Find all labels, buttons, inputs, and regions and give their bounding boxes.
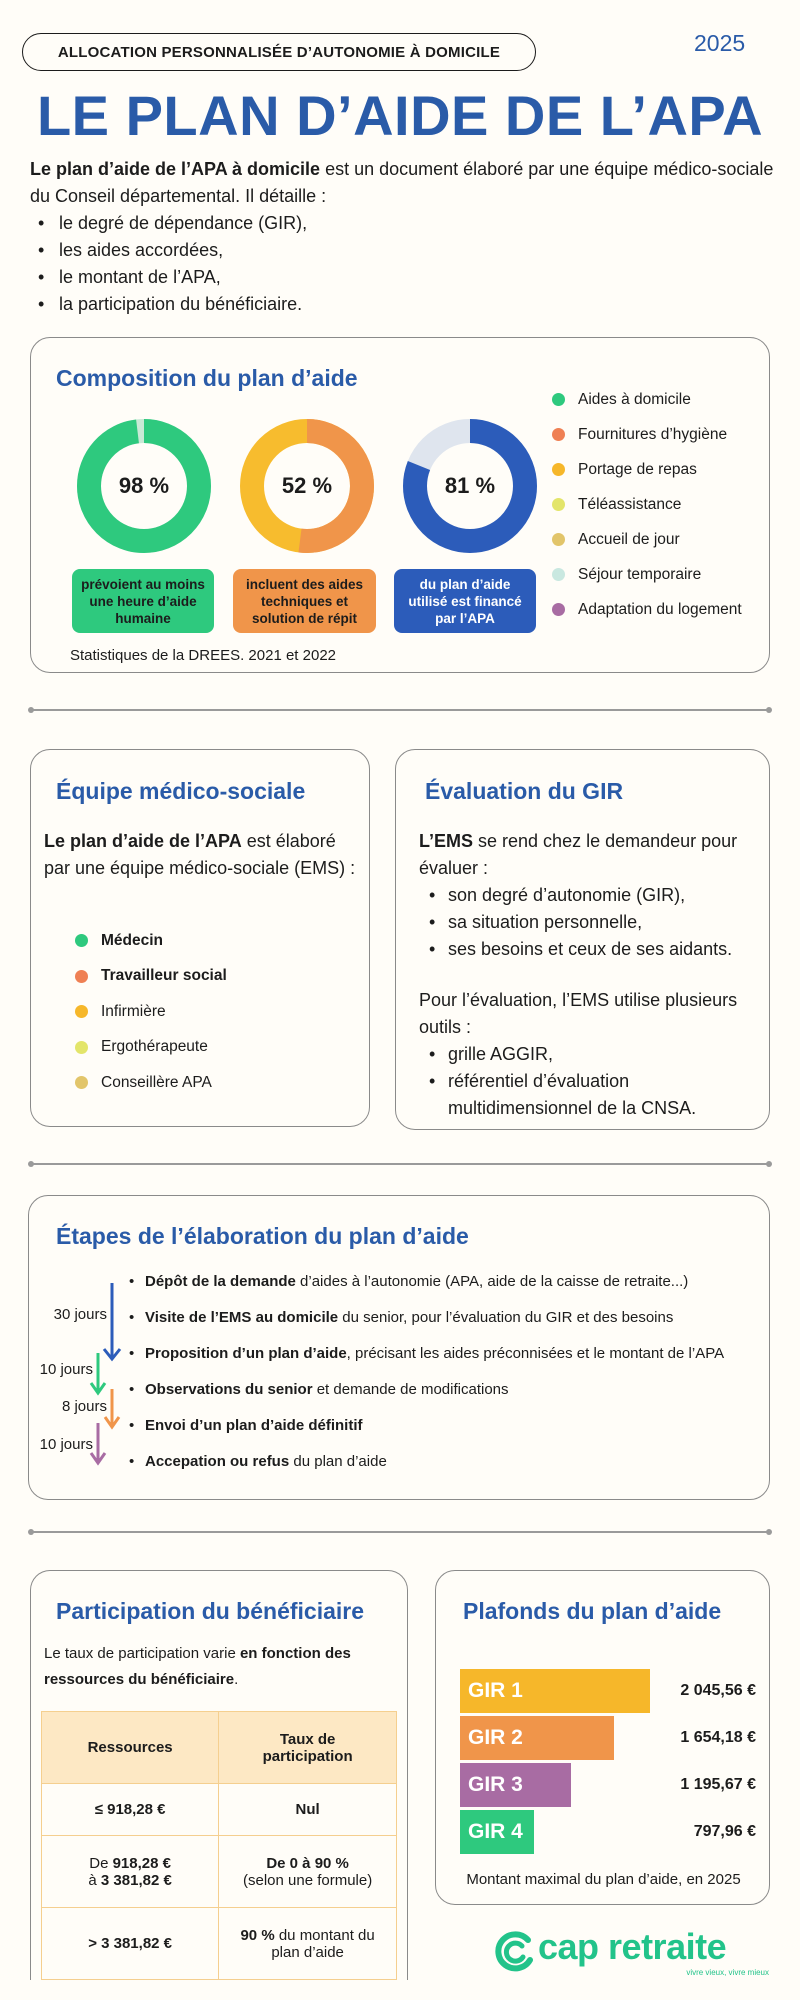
legend-item xyxy=(552,557,762,592)
member-label: Conseillère APA xyxy=(101,1073,212,1091)
participation-text xyxy=(44,1641,374,1693)
step-bold: Envoi d’un plan d’aide définitif xyxy=(145,1417,363,1434)
gir-eval-item: • son degré d’autonomie (GIR), xyxy=(419,882,764,909)
donut-2-label: 52 % xyxy=(281,473,333,498)
legend-dot xyxy=(552,568,565,581)
intro-bold: Le plan d’aide de l’APA à domicile xyxy=(30,159,321,179)
member-label: Travailleur social xyxy=(101,967,227,985)
gir-eval-tool: • grille AGGIR, xyxy=(419,1041,764,1068)
bar-gir-3: GIR 3 xyxy=(460,1763,571,1807)
bar-row xyxy=(460,1810,756,1854)
duration-label: 10 jours xyxy=(39,1436,93,1453)
table-row xyxy=(42,1784,397,1836)
legend-label: Téléassistance xyxy=(578,495,682,513)
step-item xyxy=(145,1453,387,1470)
team-intro xyxy=(44,828,360,882)
duration-label: 8 jours xyxy=(61,1398,107,1415)
table-cell xyxy=(219,1836,397,1908)
team-member xyxy=(75,923,227,959)
team-member xyxy=(75,1065,227,1101)
gir-eval-text: se rend chez le demandeur pour évaluer : xyxy=(419,831,738,878)
donut-3-caption: du plan d’aide utilisé est financé par l’APA xyxy=(394,569,536,633)
gir-eval-bold: L’EMS xyxy=(419,831,474,851)
table-row xyxy=(42,1908,397,1980)
table-cell xyxy=(42,1908,219,1980)
cell-text: De xyxy=(89,1854,113,1872)
intro-item: • la participation du bénéficiaire. xyxy=(30,291,780,318)
legend-dot xyxy=(552,533,565,546)
logo-tagline: vivre vieux, vivre mieux xyxy=(686,1968,769,1977)
logo-name: cap retraite xyxy=(538,1926,727,1967)
step-item xyxy=(145,1381,509,1398)
table-header: Ressources xyxy=(42,1712,219,1784)
legend-item xyxy=(552,592,762,627)
legend-dot xyxy=(552,603,565,616)
donut-chart-2 xyxy=(237,416,377,556)
member-dot xyxy=(75,1041,88,1054)
bar-gir-2: GIR 2 xyxy=(460,1716,614,1760)
team-member xyxy=(75,994,227,1030)
bar-gir-4: GIR 4 xyxy=(460,1810,534,1854)
legend-dot xyxy=(552,428,565,441)
cell-text: 90 % xyxy=(240,1926,275,1944)
legend-item xyxy=(552,452,762,487)
legend-item xyxy=(552,522,762,557)
table-cell xyxy=(219,1908,397,1980)
legend-item xyxy=(552,487,762,522)
legend-dot xyxy=(552,463,565,476)
ceilings-card xyxy=(435,1570,770,1905)
table-cell xyxy=(42,1836,219,1908)
gir-eval-body xyxy=(419,828,764,1122)
step-text: , précisant les aides préconnisées et le montant de l’APA xyxy=(346,1345,725,1362)
legend-label: Séjour temporaire xyxy=(578,565,702,583)
cell-text: Nul xyxy=(295,1801,320,1818)
cell-text: > 3 381,82 € xyxy=(88,1935,173,1952)
participation-text-start: Le taux de participation varie xyxy=(44,1645,240,1662)
cell-text: à xyxy=(88,1871,101,1889)
legend-label: Portage de repas xyxy=(578,460,697,478)
bar-value-label: 1 654,18 € xyxy=(680,1729,756,1746)
intro-item: • les aides accordées, xyxy=(30,237,780,264)
composition-legend xyxy=(552,382,762,627)
intro-item: • le degré de dépendance (GIR), xyxy=(30,210,780,237)
legend-dot xyxy=(552,498,565,511)
steps-card xyxy=(28,1195,770,1500)
team-member xyxy=(75,959,227,995)
page-title: LE PLAN D’AIDE DE L’APA xyxy=(36,84,764,147)
bar-row xyxy=(460,1763,756,1807)
gir-eval-card xyxy=(395,749,770,1130)
step-bold: Dépôt de la demande xyxy=(145,1273,296,1290)
team-title: Équipe médico-sociale xyxy=(56,778,306,804)
member-label: Infirmière xyxy=(101,1002,166,1020)
gir-eval-tool: • référentiel d’évaluation multidimensionnel de la CNSA. xyxy=(419,1068,764,1122)
step-bold: Accepation ou refus xyxy=(145,1453,290,1470)
divider xyxy=(30,1163,770,1165)
legend-label: Adaptation du logement xyxy=(578,600,742,618)
donut-chart-3 xyxy=(400,416,540,556)
cell-text: 3 381,82 € xyxy=(100,1871,172,1889)
intro-item: • le montant de l’APA, xyxy=(30,264,780,291)
divider xyxy=(30,709,770,711)
ceilings-title: Plafonds du plan d’aide xyxy=(463,1598,722,1624)
gir-eval-item: • sa situation personnelle, xyxy=(419,909,764,936)
step-text: du senior, pour l’évaluation du GIR et des besoins xyxy=(338,1309,674,1326)
team-list xyxy=(75,923,227,1101)
legend-item xyxy=(552,417,762,452)
step-text: et demande de modifications xyxy=(312,1381,509,1398)
donut-2-caption: incluent des aides techniques et solution de répit xyxy=(233,569,376,633)
donut-1-caption: prévoient au moins une heure d’aide humaine xyxy=(72,569,214,633)
composition-title: Composition du plan d’aide xyxy=(56,365,358,391)
member-label: Médecin xyxy=(101,931,164,949)
participation-text-end: . xyxy=(234,1671,239,1688)
member-dot xyxy=(75,934,88,947)
table-header-row xyxy=(42,1712,397,1784)
steps-title: Étapes de l’élaboration du plan d’aide xyxy=(56,1223,469,1249)
bar-value-label: 797,96 € xyxy=(693,1823,756,1840)
participation-text-bold: en fonction des ressources du bénéficiaire xyxy=(44,1645,351,1688)
cell-text: 918,28 € xyxy=(112,1854,171,1872)
year-label: 2025 xyxy=(694,30,746,56)
donut-1-label: 98 % xyxy=(118,473,170,498)
step-bold: Visite de l’EMS au domicile xyxy=(145,1309,339,1326)
table-cell xyxy=(42,1784,219,1836)
step-text: du plan d’aide xyxy=(289,1453,387,1470)
cell-text: ≤ 918,28 € xyxy=(94,1801,166,1818)
legend-label: Aides à domicile xyxy=(578,390,691,408)
ceilings-caption: Montant maximal du plan d’aide, en 2025 xyxy=(466,1871,741,1888)
donut-chart-1 xyxy=(74,416,214,556)
intro xyxy=(30,156,780,318)
bar-value-label: 1 195,67 € xyxy=(680,1776,756,1793)
participation-card xyxy=(30,1570,408,1980)
donut-3-label: 81 % xyxy=(444,473,496,498)
ceilings-bar-chart xyxy=(460,1669,756,1859)
cell-text: (selon une formule) xyxy=(242,1871,373,1889)
bar-row xyxy=(460,1669,756,1713)
table-row xyxy=(42,1836,397,1908)
step-item xyxy=(145,1417,363,1434)
member-label: Ergothérapeute xyxy=(101,1038,208,1056)
logo-icon xyxy=(492,1930,536,1974)
bar-value-label: 2 045,56 € xyxy=(680,1682,756,1699)
cap-retraite-logo xyxy=(492,1928,777,1978)
header-badge: ALLOCATION PERSONNALISÉE D’AUTONOMIE À DOMICILE xyxy=(22,33,536,71)
legend-item xyxy=(552,382,762,417)
legend-label: Accueil de jour xyxy=(578,530,680,548)
intro-text: est un document élaboré par une équipe médico-sociale du Conseil départemental. Il détaille : xyxy=(30,159,774,206)
step-item xyxy=(145,1273,688,1290)
step-item xyxy=(145,1345,724,1362)
member-dot xyxy=(75,1076,88,1089)
gir-eval-title: Évaluation du GIR xyxy=(425,778,624,804)
bar-row xyxy=(460,1716,756,1760)
member-dot xyxy=(75,970,88,983)
table-cell xyxy=(219,1784,397,1836)
step-bold: Observations du senior xyxy=(145,1381,313,1398)
table-header: Taux de participation xyxy=(219,1712,397,1784)
bar-gir-1: GIR 1 xyxy=(460,1669,650,1713)
cell-text: De 0 à 90 % xyxy=(266,1854,349,1872)
duration-label: 10 jours xyxy=(39,1361,93,1378)
gir-eval-item: • ses besoins et ceux de ses aidants. xyxy=(419,936,764,963)
step-item xyxy=(145,1309,673,1326)
divider xyxy=(30,1531,770,1533)
member-dot xyxy=(75,1005,88,1018)
participation-table xyxy=(41,1711,397,1980)
composition-source: Statistiques de la DREES. 2021 et 2022 xyxy=(70,647,337,664)
team-intro-bold: Le plan d’aide de l’APA xyxy=(44,831,242,851)
legend-label: Fournitures d’hygiène xyxy=(578,425,728,443)
duration-label: 30 jours xyxy=(53,1306,107,1323)
team-card xyxy=(30,749,370,1127)
gir-eval-text2: Pour l’évaluation, l’EMS utilise plusieurs outils : xyxy=(419,990,738,1037)
team-member xyxy=(75,1030,227,1066)
composition-card xyxy=(30,337,770,673)
cell-text: du montant du plan d’aide xyxy=(271,1926,375,1961)
step-text: d’aides à l’autonomie (APA, aide de la caisse de retraite...) xyxy=(295,1273,689,1290)
team-intro-text: est élaboré par une équipe médico-sociale (EMS) : xyxy=(44,831,356,878)
step-bold: Proposition d’un plan d’aide xyxy=(145,1345,347,1362)
legend-dot xyxy=(552,393,565,406)
participation-title: Participation du bénéficiaire xyxy=(56,1598,365,1624)
